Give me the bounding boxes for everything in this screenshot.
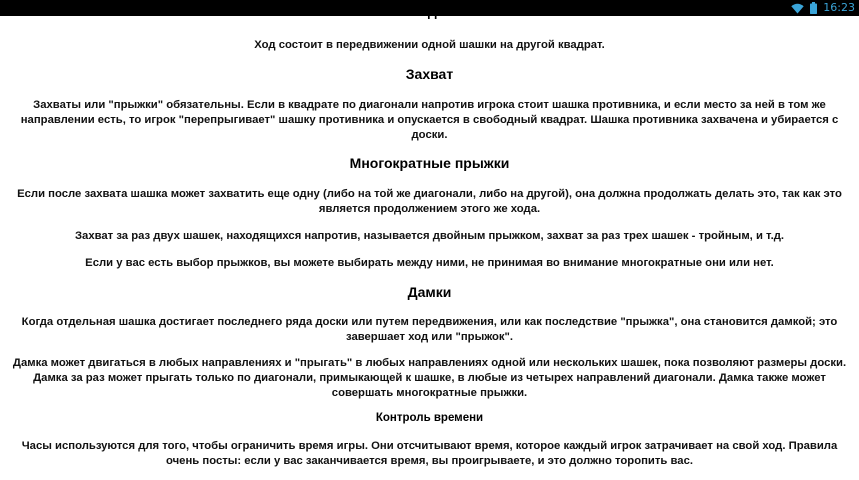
status-bar	[0, 0, 859, 16]
status-time: 16:23	[823, 1, 855, 14]
paragraph-multiple-jumps-1: Если после захвата шашка может захватить еще одну (либо на той же диагонали, либо на другой), она должна продолжать делать это, так как это является продолжением этого же хода.	[17, 188, 842, 215]
paragraph-multiple-jumps-3: Если у вас есть выбор прыжков, вы можете выбирать между ними, не принимая во внимание многократные они или нет.	[85, 257, 774, 269]
battery-icon	[810, 2, 817, 14]
status-icons	[791, 0, 855, 16]
heading-time-control: Контроль времени	[375, 412, 484, 424]
heading-multiple-jumps: Многократные прыжки	[349, 155, 510, 171]
paragraph-kings-1: Когда отдельная шашка достигает последнего ряда доски или путем передвижения, или как последствие "прыжка", она становится дамкой; это завершает ход или "прыжок".	[21, 316, 838, 343]
paragraph-kings-2: Дамка может двигаться в любых направлениях и "прыгать" в любых направлениях одной или нескольких шашек, пока позволяют размеры доски. Дамка за раз может прыгать только по диагонали, примыкающей к шашке, в любые из четырех направлений диагонали. Дамка также может совершать многократные прыжки.	[12, 357, 847, 399]
paragraph-time-control: Часы используются для того, чтобы ограничить время игры. Они отсчитывают время, которое каждый игрок затрачивает на свой ход. Правила очень посты: если у вас заканчивается время, вы проигрываете, и это должно торопить вас.	[21, 440, 838, 467]
heading-kings: Дамки	[407, 284, 452, 300]
paragraph-capture: Захваты или "прыжки" обязательны. Если в квадрате по диагонали напротив игрока стоит шашка противника, и если место за ней в том же направлении есть, то игрок "перепрыгивает" шашку противника и опускается в свободный квадрат. Шашка противника захвачена и убирается с доски.	[20, 99, 839, 141]
paragraph-multiple-jumps-2: Захват за раз двух шашек, находящихся напротив, называется двойным прыжком, захват за раз трех шашек - тройным, и т.д.	[74, 230, 785, 242]
wifi-icon	[791, 3, 804, 14]
paragraph-moves: Ход состоит в передвижении одной шашки на другой квадрат.	[254, 39, 605, 51]
heading-capture: Захват	[405, 66, 454, 82]
